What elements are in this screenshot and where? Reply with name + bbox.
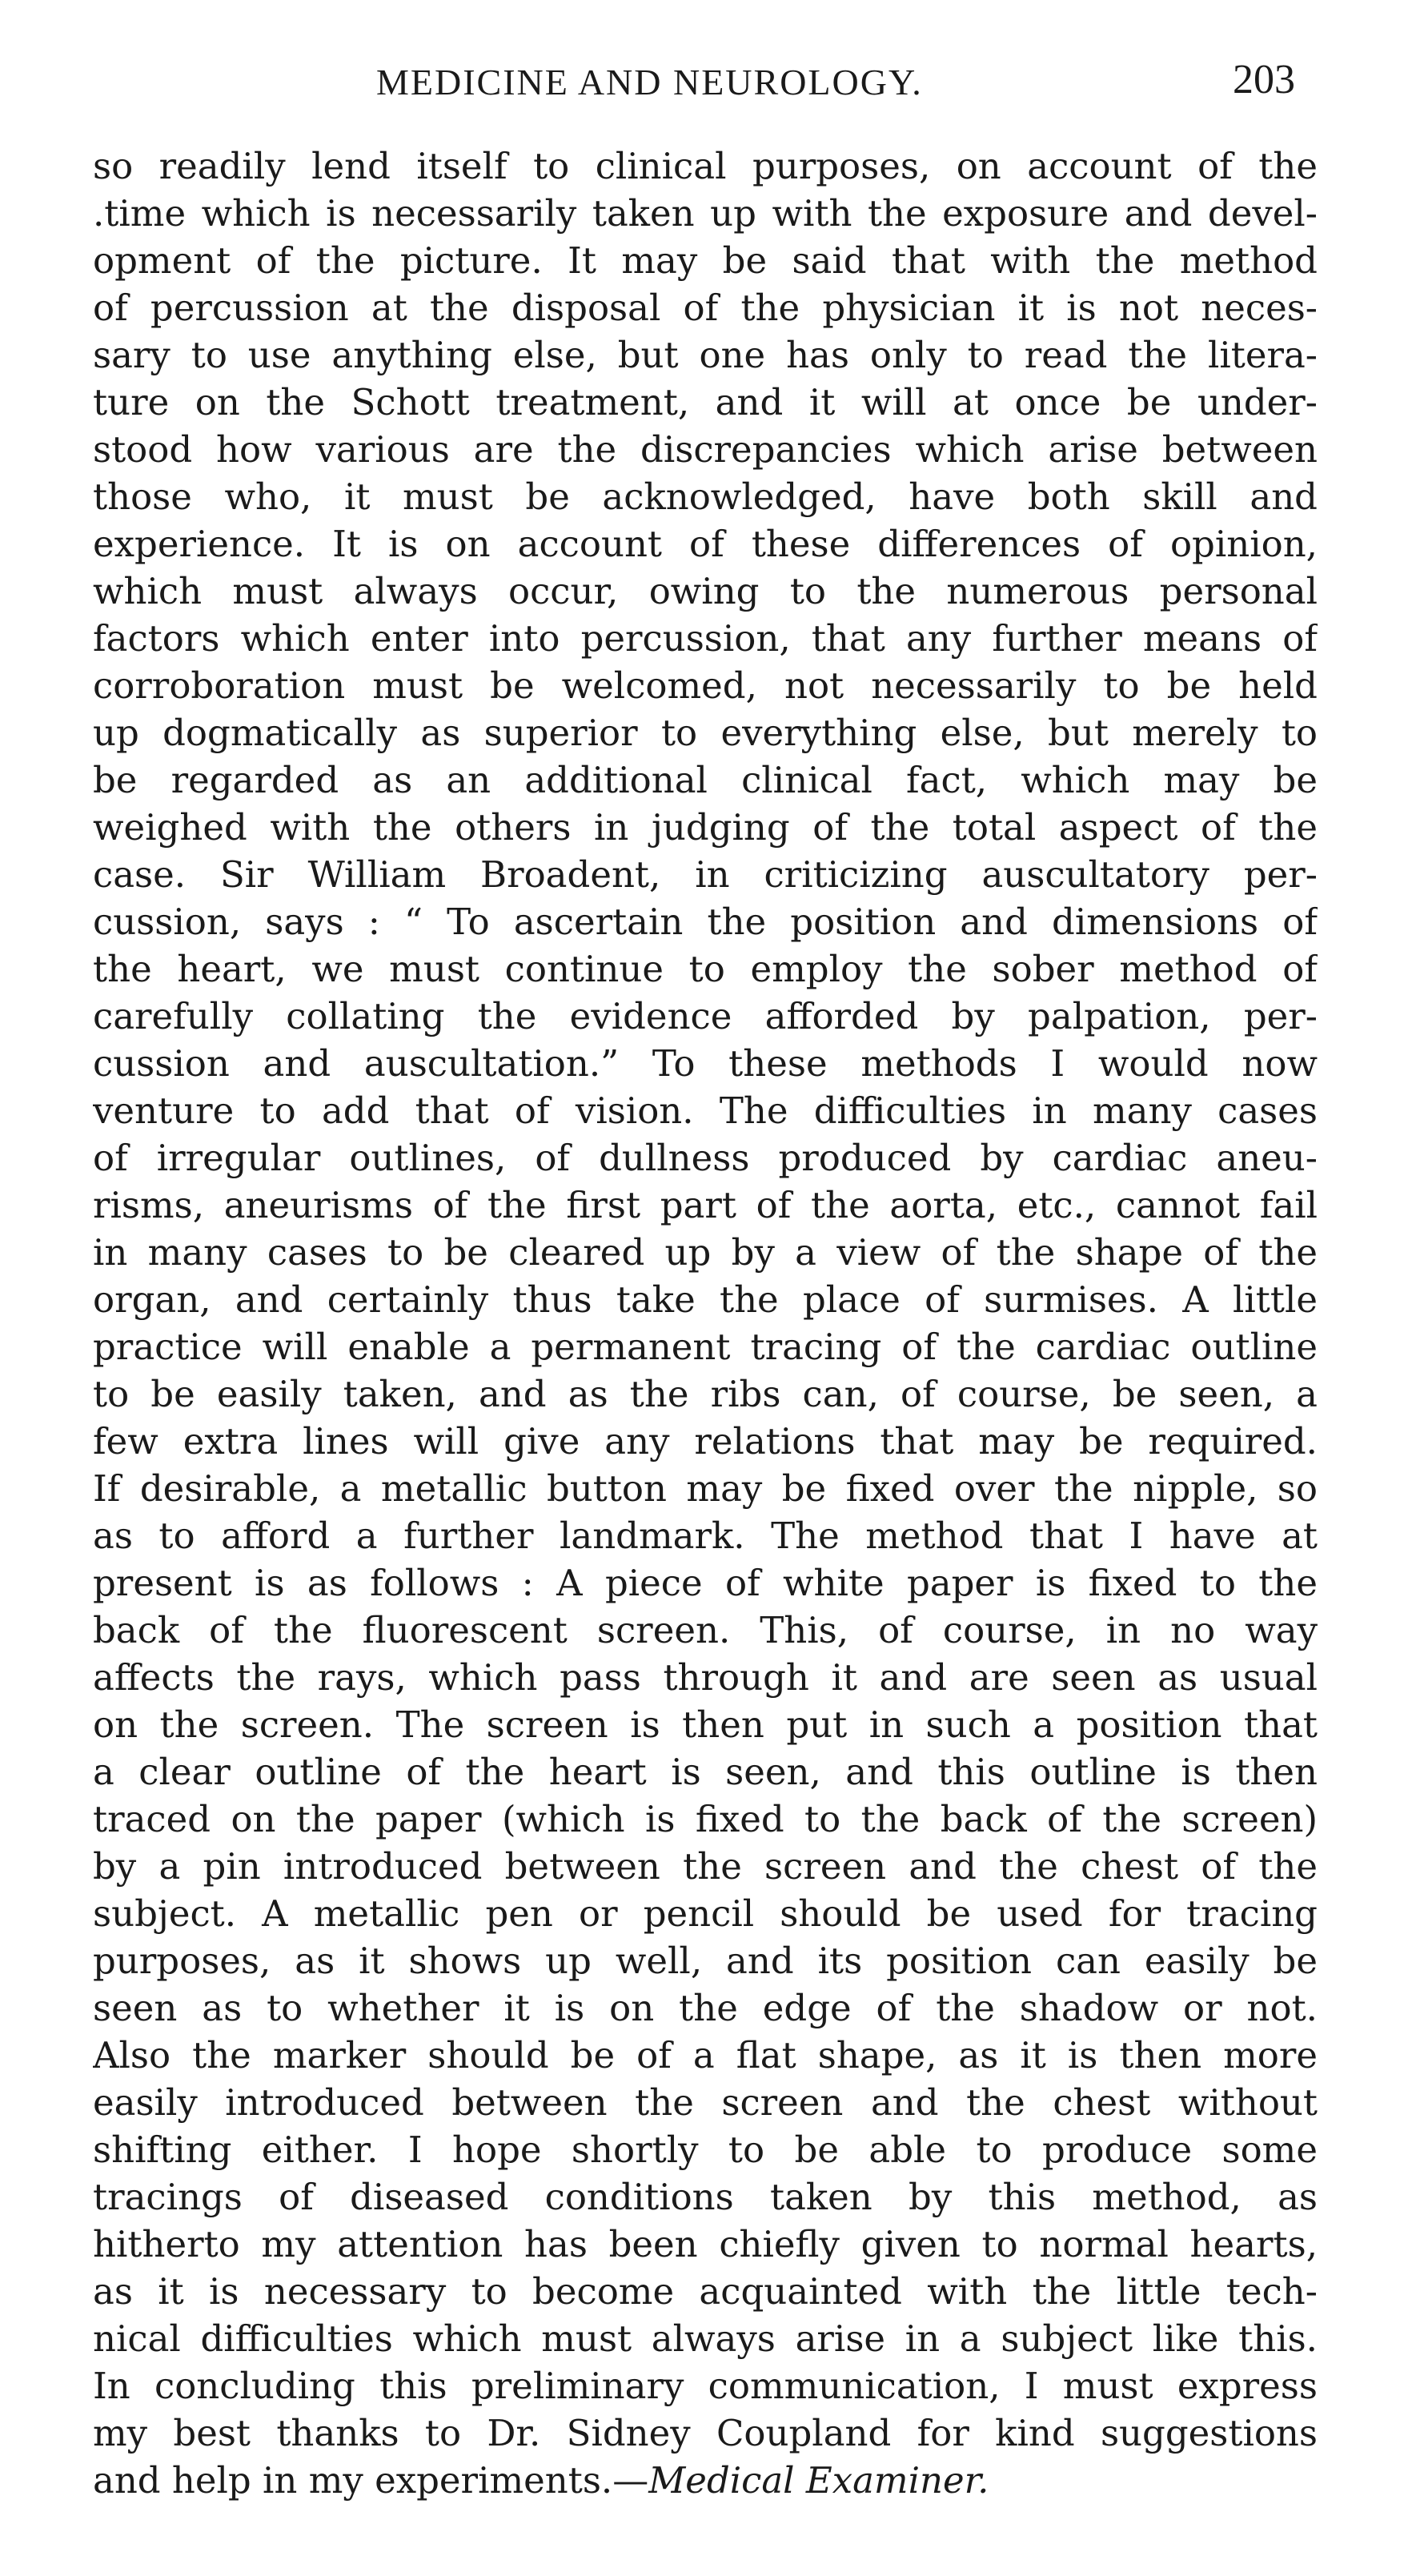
text-line: venture to add that of vision. The difficulties in many cases bbox=[93, 1089, 1318, 1132]
text-line: back of the fluorescent screen. This, of course, in no way bbox=[93, 1609, 1318, 1651]
text-line: .time which is necessarily taken up with the exposure and devel- bbox=[93, 192, 1318, 235]
text-line: traced on the paper (which is fixed to the back of the screen) bbox=[93, 1798, 1318, 1840]
text-line: sary to use anything else, but one has only to read the litera- bbox=[93, 334, 1318, 376]
text-line: few extra lines will give any relations that may be required. bbox=[93, 1420, 1318, 1463]
page-number: 203 bbox=[1233, 57, 1295, 102]
text-line: ture on the Schott treatment, and it will at once be under- bbox=[93, 381, 1318, 423]
text-line: my best thanks to Dr. Sidney Coupland for kind suggestions bbox=[93, 2412, 1318, 2454]
text-line: by a pin introduced between the screen and the chest of the bbox=[93, 1845, 1318, 1888]
text-line: of percussion at the disposal of the physician it is not neces- bbox=[93, 287, 1318, 329]
text-line: as to afford a further landmark. The method that I have at bbox=[93, 1515, 1318, 1557]
text-line: the heart, we must continue to employ the sober method of bbox=[93, 948, 1318, 990]
running-head bbox=[0, 56, 1412, 112]
text-line: risms, aneurisms of the first part of the aorta, etc., cannot fail bbox=[93, 1184, 1318, 1226]
text-line: nical difficulties which must always arise in a subject like this. bbox=[93, 2317, 1318, 2360]
text-line: seen as to whether it is on the edge of the shadow or not. bbox=[93, 1987, 1318, 2029]
text-line: up dogmatically as superior to everything else, but merely to bbox=[93, 712, 1318, 754]
running-title: MEDICINE AND NEUROLOGY. bbox=[376, 62, 923, 102]
text-line: organ, and certainly thus take the place of surmises. A little bbox=[93, 1278, 1318, 1321]
text-line: easily introduced between the screen and the chest without bbox=[93, 2081, 1318, 2124]
text-line: so readily lend itself to clinical purposes, on account of the bbox=[93, 145, 1318, 187]
text-line: carefully collating the evidence afforded by palpation, per- bbox=[93, 995, 1318, 1037]
text-line: experience. It is on account of these differences of opinion, bbox=[93, 523, 1318, 565]
final-line-text: and help in my experiments.— bbox=[93, 2459, 649, 2502]
text-line: Also the marker should be of a flat shape, as it is then more bbox=[93, 2034, 1318, 2076]
text-line: In concluding this preliminary communication, I must express bbox=[93, 2365, 1318, 2407]
text-line: opment of the picture. It may be said that with the method bbox=[93, 239, 1318, 282]
text-line: affects the rays, which pass through it and are seen as usual bbox=[93, 1656, 1318, 1699]
text-line: stood how various are the discrepancies which arise between bbox=[93, 428, 1318, 471]
text-line: cussion and auscultation.” To these methods I would now bbox=[93, 1042, 1318, 1085]
text-line: those who, it must be acknowledged, have both skill and bbox=[93, 475, 1318, 518]
text-line: a clear outline of the heart is seen, and this outline is then bbox=[93, 1751, 1318, 1793]
text-line: If desirable, a metallic button may be fixed over the nipple, so bbox=[93, 1467, 1318, 1510]
text-line: of irregular outlines, of dullness produced by cardiac aneu- bbox=[93, 1137, 1318, 1179]
source-citation: Medical Examiner. bbox=[648, 2459, 989, 2502]
text-line: weighed with the others in judging of the total aspect of the bbox=[93, 806, 1318, 849]
text-line: to be easily taken, and as the ribs can, of course, be seen, a bbox=[93, 1373, 1318, 1415]
text-line: subject. A metallic pen or pencil should be used for tracing bbox=[93, 1892, 1318, 1935]
text-line: factors which enter into percussion, that any further means of bbox=[93, 617, 1318, 660]
text-line: be regarded as an additional clinical fact, which may be bbox=[93, 759, 1318, 801]
text-line: in many cases to be cleared up by a view of the shape of the bbox=[93, 1231, 1318, 1274]
body-text bbox=[93, 142, 1318, 2504]
text-line: present is as follows : A piece of white paper is fixed to the bbox=[93, 1562, 1318, 1604]
text-line: practice will enable a permanent tracing of the cardiac outline bbox=[93, 1326, 1318, 1368]
text-line: case. Sir William Broadent, in criticizing auscultatory per- bbox=[93, 853, 1318, 896]
text-line: which must always occur, owing to the numerous personal bbox=[93, 570, 1318, 612]
text-line: shifting either. I hope shortly to be able to produce some bbox=[93, 2129, 1318, 2171]
final-text-line bbox=[93, 2457, 1318, 2504]
text-line: hitherto my attention has been chiefly given to normal hearts, bbox=[93, 2223, 1318, 2265]
text-line: on the screen. The screen is then put in such a position that bbox=[93, 1703, 1318, 1746]
text-line: cussion, says : “ To ascertain the position and dimensions of bbox=[93, 901, 1318, 943]
text-line: purposes, as it shows up well, and its position can easily be bbox=[93, 1940, 1318, 1982]
text-line: as it is necessary to become acquainted with the little tech- bbox=[93, 2270, 1318, 2313]
text-line: corroboration must be welcomed, not necessarily to be held bbox=[93, 664, 1318, 707]
text-line: tracings of diseased conditions taken by this method, as bbox=[93, 2176, 1318, 2218]
